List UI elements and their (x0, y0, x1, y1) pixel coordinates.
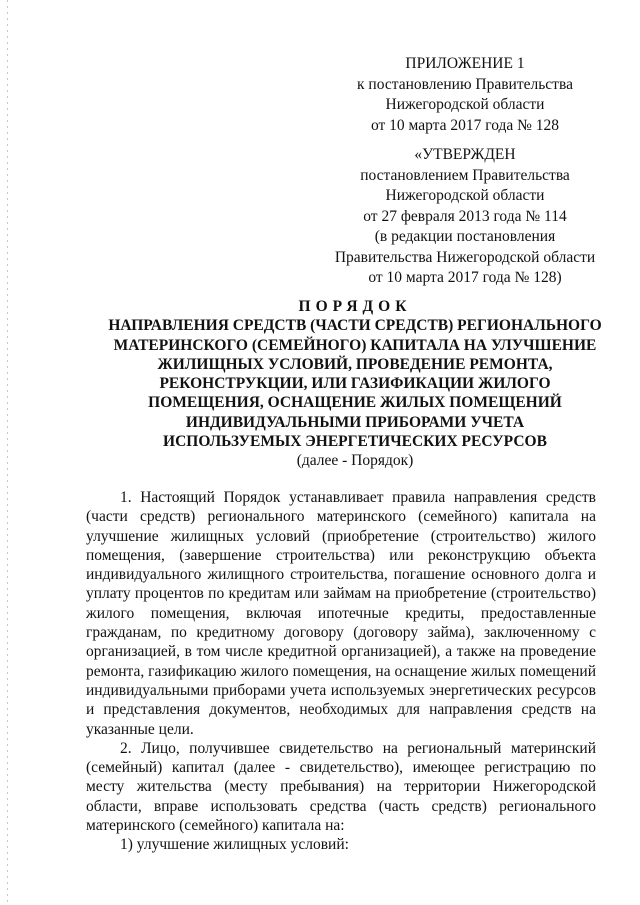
approval-line: от 27 февраля 2013 года № 114 (363, 207, 567, 225)
heading-line: МАТЕРИНСКОГО (СЕМЕЙНОГО) КАПИТАЛА НА УЛУЧШЕНИЕ (113, 336, 597, 354)
paragraph: 1) улучшение жилищных условий: (120, 836, 349, 854)
approval-line: Правительства Нижегородской области (334, 248, 596, 266)
scan-edge-artifact (7, 0, 8, 905)
approval-line: постановлением Правительства (360, 166, 570, 184)
heading-line: НАПРАВЛЕНИЯ СРЕДСТВ (ЧАСТИ СРЕДСТВ) РЕГИОНАЛЬНОГО (108, 317, 602, 335)
heading-line: ИСПОЛЬЗУЕМЫХ ЭНЕРГЕТИЧЕСКИХ РЕСУРСОВ (163, 433, 547, 451)
approval-block (300, 145, 630, 289)
heading-line: ИНДИВИДУАЛЬНЫМИ ПРИБОРАМИ УЧЕТА (185, 413, 525, 431)
document-title: ПОРЯДОК (298, 298, 412, 315)
appendix-line: к постановлению Правительства (357, 75, 573, 93)
heading-line: ЖИЛИЩНЫХ УСЛОВИЙ, ПРОВЕДЕНИЕ РЕМОНТА, (157, 355, 553, 373)
heading-note: (далее - Порядок) (296, 452, 414, 470)
appendix-block (300, 54, 630, 136)
appendix-line: Нижегородской области (385, 96, 545, 113)
document-body (86, 488, 596, 855)
approval-line: (в редакции постановления (374, 228, 556, 245)
appendix-line: ПРИЛОЖЕНИЕ 1 (405, 55, 525, 72)
paragraph: 1. Настоящий Порядок устанавливает правила направления средств (части средств) регионального материнского (семейного) капитала на улучшение жилищных условий (приобретение (строительство) жилого помещения, (завершение строительства) или реконструкцию объекта индивидуального жилищного строительства, погашение основного долга и уплату процентов по кредитам или займам на приобретение (строительство) жилого помещения, включая ипотечные кредиты, предоставленные гражданам, по кредитному договору (договору займа), заключенному с организацией, в том числе кредитной организацией), а также на проведение ремонта, газификацию жилого помещения, на оснащение жилых помещений индивидуальными приборами учета используемых энергетических ресурсов и представления документов, необходимых для направления средств на указанные цели. (86, 489, 596, 738)
appendix-line: от 10 марта 2017 года № 128 (370, 116, 560, 134)
heading-line: ПОМЕЩЕНИЯ, ОСНАЩЕНИЕ ЖИЛЫХ ПОМЕЩЕНИЙ (148, 394, 562, 412)
approval-line: «УТВЕРЖДЕН (414, 146, 516, 163)
approval-line: Нижегородской области (385, 187, 545, 204)
heading-line: РЕКОНСТРУКЦИИ, ИЛИ ГАЗИФИКАЦИИ ЖИЛОГО (159, 375, 551, 393)
document-heading (70, 297, 640, 471)
approval-line: от 10 марта 2017 года № 128) (368, 269, 562, 286)
paragraph: 2. Лицо, получившее свидетельство на региональный материнский (семейный) капитал (далее - свидетельство), имеющее регистрацию по месту жительства (месту пребывания) на территории Нижегородской области, вправе использовать средства (часть средств) регионального материнского (семейного) капитала на: (86, 739, 596, 835)
